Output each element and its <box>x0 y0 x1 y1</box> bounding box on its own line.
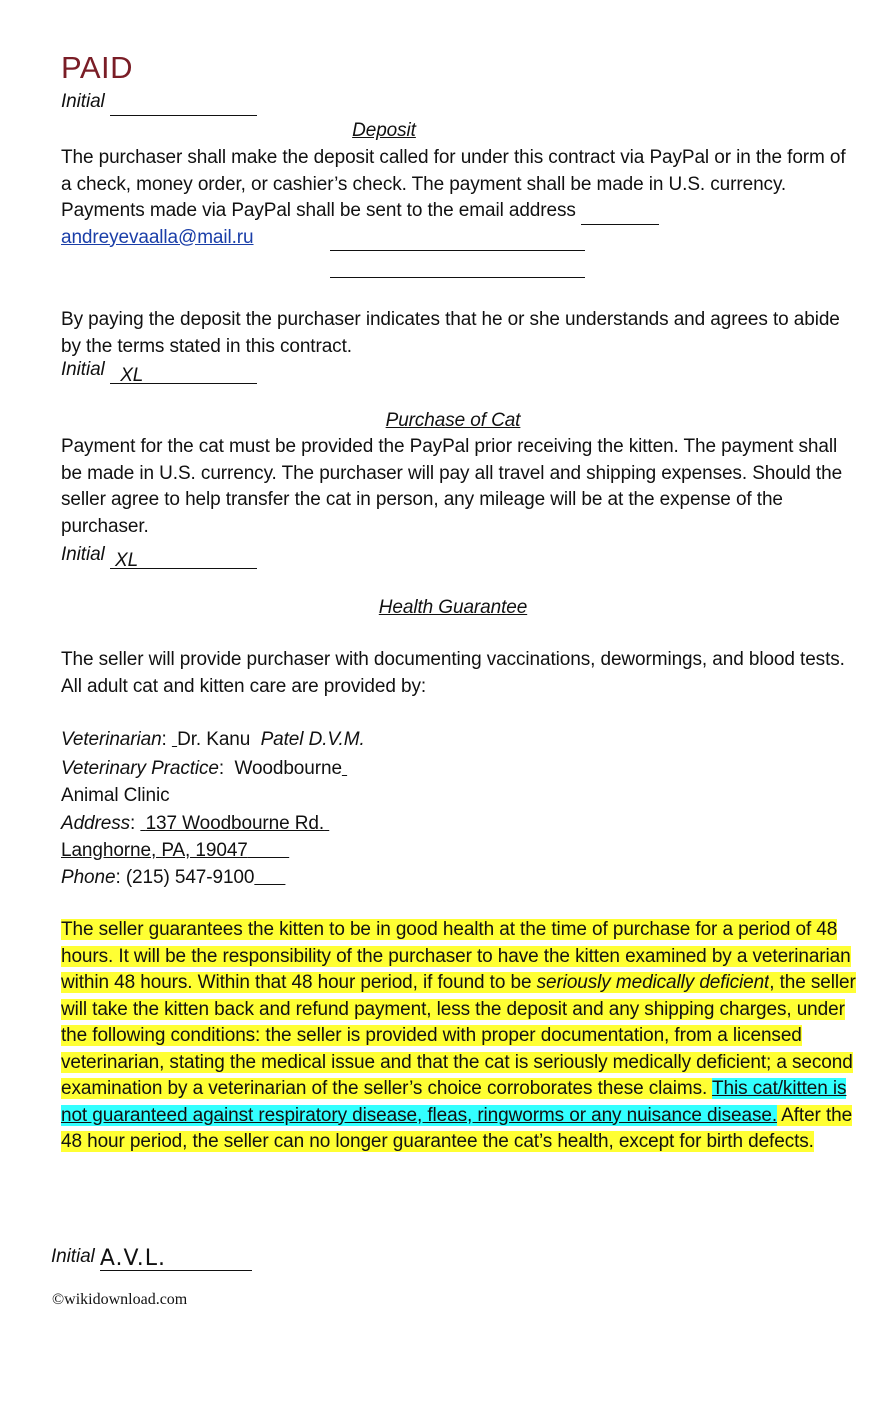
deposit-paragraph: The purchaser shall make the deposit called for under this contract via PayPal or in the form of a check, money order, or cashier’s check. The payment shall be made in U.S. currency. Payments made via PayPal shall be sent to the email address andreyevaalla@mail.ru <box>61 147 846 248</box>
initial-deposit-field[interactable]: XL <box>110 363 257 384</box>
health-heading: Health Guarantee <box>378 597 528 618</box>
vet-line: Veterinarian: Dr. Kanu Patel D.V.M. <box>61 729 365 750</box>
initial-final-field[interactable] <box>100 1246 252 1271</box>
purchase-paragraph: Payment for the cat must be provided the PayPal prior receiving the kitten. The payment shall be made in U.S. currency. The purchaser will pay all travel and shipping expenses. Should the seller agree to help transfer the cat in person, any mileage will be at the expense of the purchaser. <box>61 436 843 537</box>
exclusion-text: This cat/kitten is not guaranteed against respiratory disease, fleas, ringworms or any nuisance disease. <box>61 1078 847 1126</box>
initial-final <box>51 1244 252 1271</box>
email-blank-line <box>581 206 659 225</box>
initial-deposit <box>61 357 257 384</box>
signature-initials: A.V.L. <box>99 1245 166 1271</box>
paypal-email-link[interactable]: andreyevaalla@mail.ru <box>61 226 254 248</box>
guarantee-text-c: After the 48 hour period, the seller can no longer guarantee the cat’s health, except for birth defects. <box>61 1104 853 1152</box>
address-line-2: Langhorne, PA, 19047 <box>61 840 248 861</box>
guarantee-text-a: The seller guarantees the kitten to be in good health at the time of purchase for a period of 48 hours. It will be the responsibility of the purchaser to have the kitten examined by a veterinarian within 48 hours. Within that 48 hour period, if found to be <box>61 919 851 993</box>
practice-line: Veterinary Practice: Woodbourne <box>61 758 342 779</box>
initial-top <box>61 89 257 116</box>
phone-line: Phone: (215) 547-9100 <box>61 867 255 888</box>
deposit-agreement: By paying the deposit the purchaser indicates that he or she understands and agrees to abide by the terms stated in this contract. <box>61 309 840 357</box>
paid-stamp: PAID <box>61 50 134 85</box>
initial-top-line[interactable] <box>110 95 257 116</box>
address-line: Address: 137 Woodbourne Rd. <box>61 813 325 834</box>
health-intro: The seller will provide purchaser with documenting vaccinations, dewormings, and blood tests. All adult cat and kitten care are provided by: <box>61 649 845 697</box>
guarantee-paragraph <box>61 917 867 1156</box>
initial-label: Initial <box>61 91 105 112</box>
initial-label: Initial <box>61 544 105 565</box>
blank-line-2 <box>330 277 585 278</box>
deposit-heading: Deposit <box>352 120 416 141</box>
blank-line-1 <box>330 250 585 251</box>
initial-label: Initial <box>51 1246 95 1267</box>
guarantee-text-italic: seriously medically deficient <box>536 972 770 993</box>
initial-purchase-field[interactable]: XL <box>110 548 257 569</box>
purchase-heading: Purchase of Cat <box>385 410 521 431</box>
initial-purchase <box>61 542 257 569</box>
copyright-notice: ©wikidownload.com <box>52 1291 188 1308</box>
initial-label: Initial <box>61 359 105 380</box>
guarantee-text-b: , the seller will take the kitten back and refund payment, less the deposit and any shipping charges, under the following conditions: the seller is provided with proper documentation, from a licensed veterinarian, stating the medical issue and that the cat is seriously medically deficient; a second examination by a veterinarian of the seller’s choice corroborates these claims. <box>61 972 856 1099</box>
practice-line-2: Animal Clinic <box>61 785 170 806</box>
